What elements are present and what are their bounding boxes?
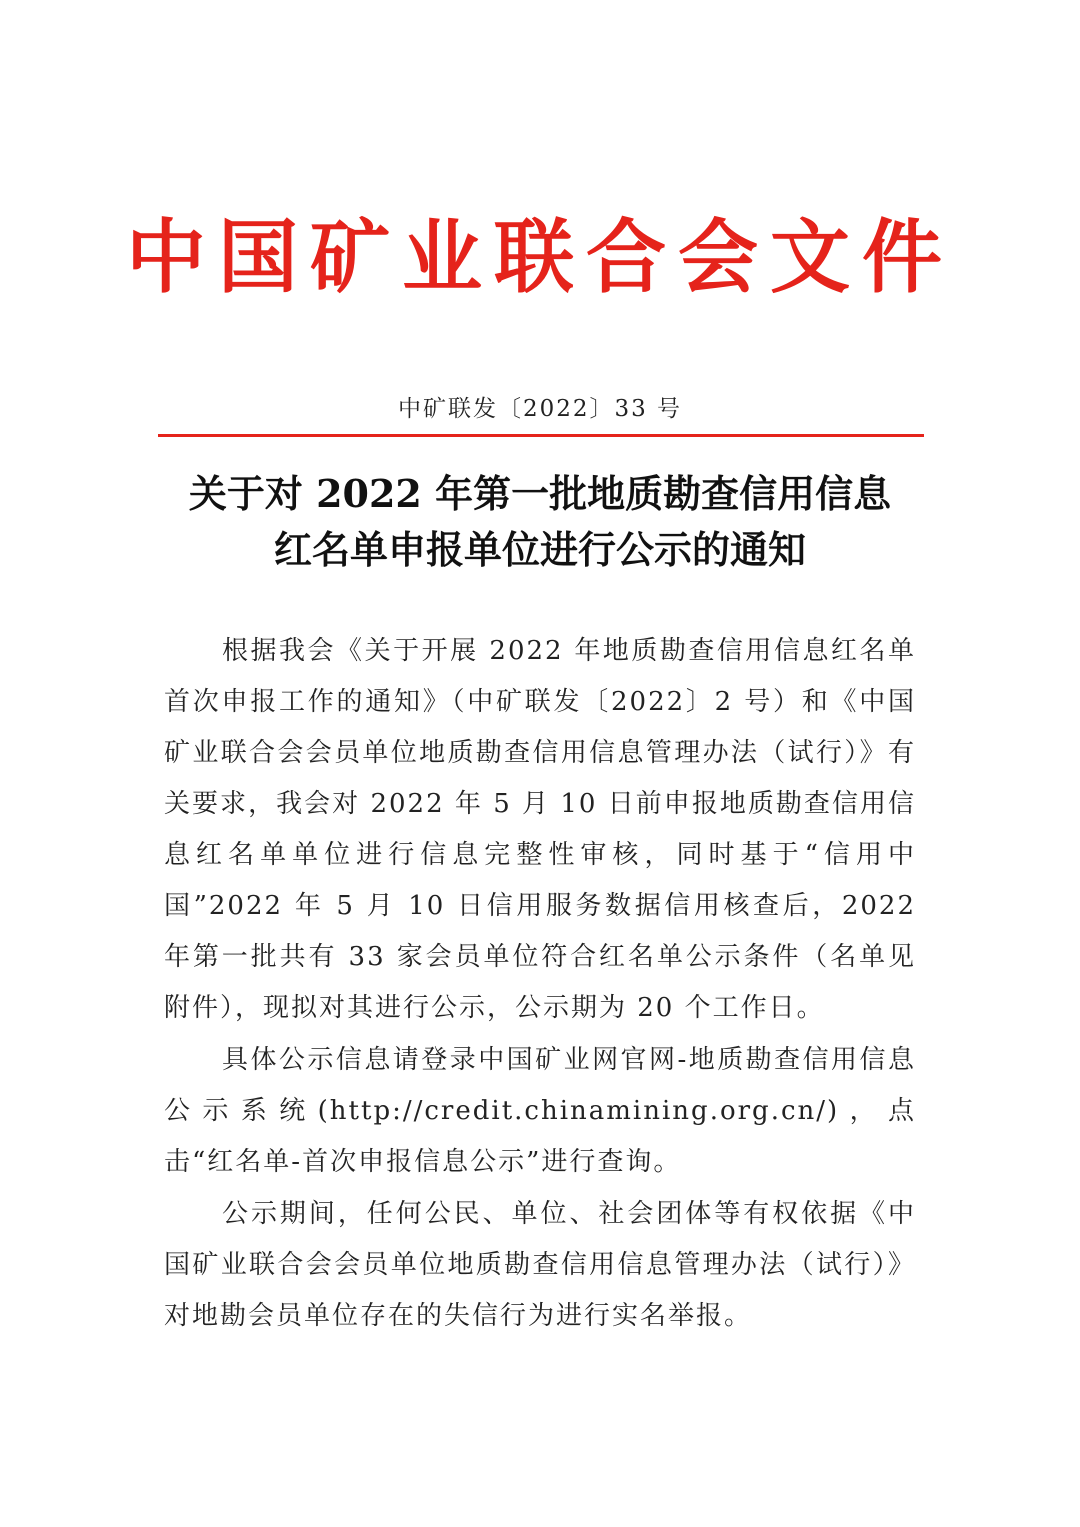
- letterhead-title: 中国矿业联合会文件: [126, 211, 954, 304]
- notice-body: [164, 626, 916, 1343]
- body-paragraph-3: 公示期间，任何公民、单位、社会团体等有权依据《中国矿业联合会会员单位地质勘查信用信息管理办法（试行）》对地勘会员单位存在的失信行为进行实名举报。: [164, 1199, 916, 1331]
- notice-title-line-1: 关于对 2022 年第一批地质勘查信用信息: [188, 471, 892, 516]
- body-paragraph-2: 具体公示信息请登录中国矿业网官网-地质勘查信用信息公示系统(http://credit.chinamining.org.cn/)，点击“红名单-首次申报信息公示”进行查询。: [164, 1045, 916, 1177]
- body-paragraph-1: 根据我会《关于开展 2022 年地质勘查信用信息红名单首次申报工作的通知》（中矿联发〔2022〕2 号）和《中国矿业联合会会员单位地质勘查信用信息管理办法（试行）》有关要求，我会对 2022 年 5 月 10 日前申报地质勘查信用信息红名单单位进行信息完整性审核，同时基于“信用中国”2022 年 5 月 10 日信用服务数据信用核查后，2022 年第一批共有 33 家会员单位符合红名单公示条件（名单见附件），现拟对其进行公示，公示期为 20 个工作日。: [164, 636, 916, 1023]
- notice-title: [120, 466, 960, 578]
- document-number: 中矿联发〔2022〕33 号: [397, 396, 683, 422]
- notice-title-line-2: 红名单申报单位进行公示的通知: [273, 527, 806, 572]
- red-divider-line: [158, 434, 924, 437]
